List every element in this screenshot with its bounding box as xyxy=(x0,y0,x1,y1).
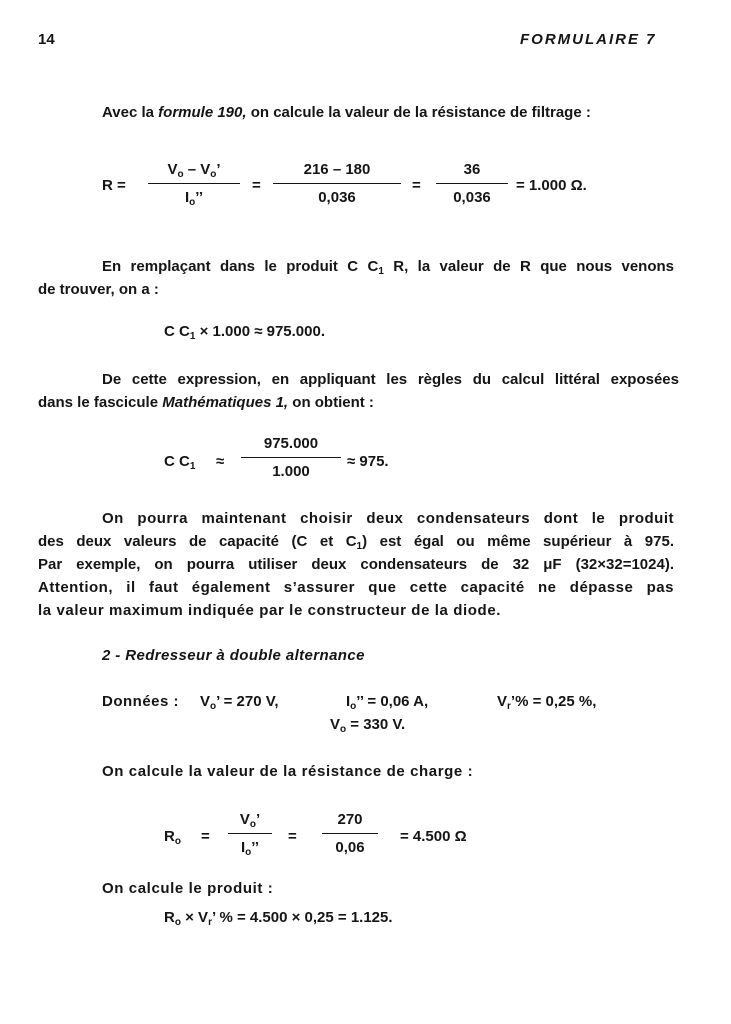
paragraph-line: On pourra maintenant choisir deux condensateurs dont le produit xyxy=(102,510,674,527)
equals-sign: = xyxy=(252,177,261,194)
fascicle-title: Mathématiques 1, xyxy=(162,394,289,411)
paragraph-line: On calcule la valeur de la résistance de charge : xyxy=(102,763,474,780)
equation-Ro-label: $R_o$ xyxy=(164,828,181,847)
numerator: 36 xyxy=(463,161,481,178)
text: Avec la xyxy=(102,104,159,121)
numerator: 216 – 180 xyxy=(303,161,371,178)
data-vr: $V_r’\% = 0,25$ %, xyxy=(497,693,597,712)
fraction-simplified xyxy=(436,158,508,209)
data-vo-prime: $V_o$’ = 270 V, xyxy=(200,693,279,712)
denominator: $I_o$’’ xyxy=(184,189,204,208)
running-header: FORMULAIRE 7 xyxy=(520,31,657,48)
paragraph-line: de trouver, on a : xyxy=(38,281,159,298)
paragraph-line: Attention, il faut également s’assurer que cette capacité ne dépasse pas xyxy=(38,579,674,596)
approx-sign: ≈ xyxy=(216,453,225,470)
page-number: 14 xyxy=(38,31,55,48)
equation-result: = 4.500 Ω xyxy=(400,828,467,845)
denominator: 0,036 xyxy=(318,189,356,206)
paragraph-line: De cette expression, en appliquant les règles du calcul littéral exposées xyxy=(102,371,679,388)
formula-reference: formule 190, xyxy=(158,104,247,121)
denominator: 0,06 xyxy=(335,839,365,856)
numerator: $V_o$’ xyxy=(239,811,261,830)
fraction-ratio xyxy=(228,808,272,859)
numerator: $V_o - V_o$’ xyxy=(167,161,221,180)
paragraph-line: la valeur maximum indiquée par le constructeur de la diode. xyxy=(38,602,502,619)
denominator: 1.000 xyxy=(272,463,310,480)
denominator: $I_o$’’ xyxy=(240,839,260,858)
equation-R-label: R = xyxy=(102,177,126,194)
equals-sign: = xyxy=(412,177,421,194)
paragraph-filter-resistance xyxy=(102,101,591,124)
paragraph-line: On calcule le produit : xyxy=(102,880,274,897)
data-io: $I_o$’’ = 0,06 A, xyxy=(346,693,429,712)
text: on calcule la valeur de la résistance de filtrage : xyxy=(246,104,591,121)
fraction-voltage-over-current xyxy=(148,158,240,209)
numerator: 975.000 xyxy=(263,435,319,452)
paragraph-line: des deux valeurs de capacité (C et $C_1$) est égal ou même supérieur à 975. xyxy=(38,533,674,552)
data-vo: $V_o = 330$ V. xyxy=(330,716,406,735)
fraction-ratio xyxy=(241,432,341,483)
equation-result: ≈ 975. xyxy=(347,453,389,470)
equation-product: $R_o \times V_r$’ % = 4.500 × 0,25 = 1.125. xyxy=(164,909,393,928)
denominator: 0,036 xyxy=(453,189,491,206)
paragraph-line: Par exemple, on pourra utiliser deux condensateurs de 32 μF (32×32=1024). xyxy=(38,556,674,573)
fraction-numeric xyxy=(322,808,378,859)
numerator: 270 xyxy=(337,811,363,828)
equation-lhs: C $C_1$ xyxy=(164,453,196,472)
paragraph-line: En remplaçant dans le produit C $C_1$ R, la valeur de R que nous venons xyxy=(102,258,674,277)
fraction-numeric xyxy=(273,158,401,209)
section-heading: 2 - Redresseur à double alternance xyxy=(102,647,365,664)
equation-result: = 1.000 Ω. xyxy=(516,177,587,194)
equals-sign: = xyxy=(288,828,297,845)
data-label: Données : xyxy=(102,693,180,710)
paragraph-line: dans le fascicule Mathématiques 1, on obtient : xyxy=(38,394,374,411)
equation-product: C $C_1 \times 1.000 \approx 975.000$. xyxy=(164,323,325,342)
equals-sign: = xyxy=(201,828,210,845)
